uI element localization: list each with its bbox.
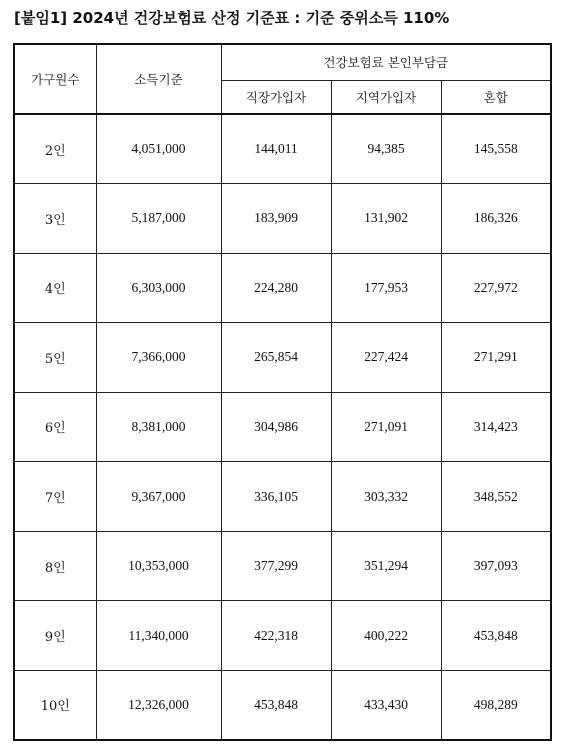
mixed-cell: 271,291 (441, 323, 551, 393)
household-cell: 4인 (14, 253, 96, 323)
header-household: 가구원수 (14, 44, 96, 114)
table-body (14, 114, 551, 740)
income-cell: 7,366,000 (96, 323, 221, 393)
income-cell: 12,326,000 (96, 670, 221, 740)
mixed-cell: 498,289 (441, 670, 551, 740)
table-row (14, 670, 551, 740)
mixed-cell: 397,093 (441, 531, 551, 601)
income-cell: 8,381,000 (96, 392, 221, 462)
income-cell: 6,303,000 (96, 253, 221, 323)
mixed-cell: 348,552 (441, 462, 551, 532)
table-row (14, 323, 551, 393)
household-cell: 7인 (14, 462, 96, 532)
header-income: 소득기준 (96, 44, 221, 114)
mixed-cell: 314,423 (441, 392, 551, 462)
household-cell: 6인 (14, 392, 96, 462)
document-title: [붙임1] 2024년 건강보험료 산정 기준표 : 기준 중위소득 110% (14, 9, 450, 27)
household-cell: 9인 (14, 601, 96, 671)
employee-cell: 336,105 (221, 462, 331, 532)
household-cell: 5인 (14, 323, 96, 393)
header-regional: 지역가입자 (331, 80, 441, 114)
household-cell: 3인 (14, 184, 96, 254)
regional-cell: 227,424 (331, 323, 441, 393)
regional-cell: 303,332 (331, 462, 441, 532)
table-row (14, 392, 551, 462)
income-cell: 11,340,000 (96, 601, 221, 671)
premium-table (13, 43, 552, 741)
regional-cell: 433,430 (331, 670, 441, 740)
employee-cell: 304,986 (221, 392, 331, 462)
employee-cell: 377,299 (221, 531, 331, 601)
regional-cell: 400,222 (331, 601, 441, 671)
employee-cell: 453,848 (221, 670, 331, 740)
household-cell: 10인 (14, 670, 96, 740)
employee-cell: 144,011 (221, 114, 331, 184)
header-mixed: 혼합 (441, 80, 551, 114)
table-row (14, 253, 551, 323)
mixed-cell: 145,558 (441, 114, 551, 184)
mixed-cell: 453,848 (441, 601, 551, 671)
table-row (14, 462, 551, 532)
employee-cell: 224,280 (221, 253, 331, 323)
income-cell: 5,187,000 (96, 184, 221, 254)
regional-cell: 131,902 (331, 184, 441, 254)
income-cell: 10,353,000 (96, 531, 221, 601)
household-cell: 8인 (14, 531, 96, 601)
household-cell: 2인 (14, 114, 96, 184)
employee-cell: 183,909 (221, 184, 331, 254)
mixed-cell: 227,972 (441, 253, 551, 323)
regional-cell: 177,953 (331, 253, 441, 323)
employee-cell: 265,854 (221, 323, 331, 393)
income-cell: 9,367,000 (96, 462, 221, 532)
table-row (14, 601, 551, 671)
regional-cell: 351,294 (331, 531, 441, 601)
regional-cell: 271,091 (331, 392, 441, 462)
employee-cell: 422,318 (221, 601, 331, 671)
table-row (14, 114, 551, 184)
header-employee: 직장가입자 (221, 80, 331, 114)
table-row (14, 184, 551, 254)
header-premium-group: 건강보험료 본인부담금 (221, 44, 551, 80)
regional-cell: 94,385 (331, 114, 441, 184)
table-header (14, 44, 551, 114)
income-cell: 4,051,000 (96, 114, 221, 184)
table-row (14, 531, 551, 601)
mixed-cell: 186,326 (441, 184, 551, 254)
